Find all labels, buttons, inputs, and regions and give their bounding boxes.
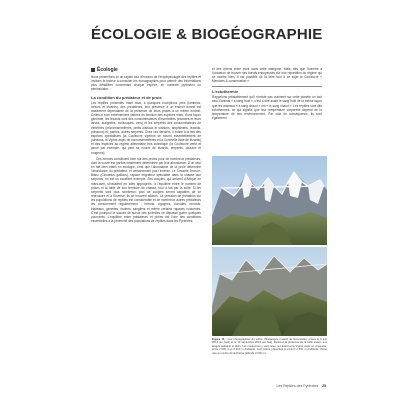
paragraph-thermal: Rappelons préalablement qu'il n'existe pas vraiment sur cette planète un tout seul d'animal « à sang froid », c'est à dire avant le sang froid de la même façon que les animaux « à sang chaud » ont « le sang chaud ». Les reptiles sont dits ectothermes, ce qui signifie que leur température corporelle dépend de la température de leur environnement. Par voie de conséquence, ils sont également (212, 95, 322, 120)
subheading-thermal: L'ectothermie (212, 89, 239, 95)
right-paragraph-top: et des chiens entre avoir dans cette catégorie. Mais, dès que l'homme à l'occasion de trouver des bœufs ennuyeuses sur leur répartition du régime qui se montre bien, il est possible de la faire tout à ce sujet la Couleuvre « Menaces & conservation ». (212, 67, 322, 84)
figure-caption-label: Figure 19 : (212, 338, 227, 341)
right-column (212, 67, 322, 122)
paragraph-prey-2: Ces mêmes constituent bien sûr des proies pour de nombreux prédateurs, dont la survie est parfois totalement déterminée par leur abondance. D'un seul en fait bien établi en écologie, c'est que l'abondance de la proie détermine l'abondance du prédateur, et certainement pas l'inverse. Le Circaète Jean-le-Blanc (Circaetus gallicus), rapace migrateur spécialisé dans la chasse aux serpents, en est un excellent exemple. Ses couples, qui arrivent d'Afrique en mars-avril, s'installent en sites appropriés, à l'équilibre entre le nombre de proies et la taille de son territoire de chasse, tout à fait par la suite. Si les serpents sont plus nombreux, plus de couples seront capables de se reproduire et à l'inverse, ils se trouvent ailleurs. La pression de prédation sur les populations de reptiles est considérable et de nombreux autres prédateurs les consomment régulièrement : hérons, cigognes, corvidés, renards, blaireaux, genettes, fouines, sangliers et même certains rapaces nocturnes. C'est pourquoi le succès de survie des juvéniles ne dépasse guère quelques pourcents. L'équilibre entre prédateurs et proies est l'une des conditions essentielles à la pérennité des populations de reptiles dans les Pyrénées. (91, 156, 201, 223)
footer-running-title: Les Reptiles des Pyrénées (276, 384, 319, 388)
mountain-photos-image (212, 156, 327, 336)
section-title: Écologie (97, 67, 118, 73)
square-bullet-icon (91, 68, 95, 72)
subheading-prey: La condition du prédateur et de proie (91, 94, 162, 100)
page-number: 25 (322, 384, 326, 388)
chapter-title: ÉCOLOGIE & BIOGÉOGRAPHIE (91, 26, 323, 43)
page-footer (276, 384, 326, 388)
paragraph-prey-1: Les reptiles présentés étant tous, à quelques exceptions près (lombrics, tortues et lézards), des prédateurs, leur présence à un endroit donné est totalement dépendante de la présence de leurs proies à ce même endroit. Celles-ci sont extrêmement variées en fonction des espèces mais, d'une façon générale, les lézards sont des consommateurs d'invertébrés (insectes et leurs larves, araignées, mollusques, vers) et les serpents des consommateurs de vertébrés (micromammifères, petits oiseaux et oisillons, amphibiens, lézards, poissons) et, parfois, autres serpents. Chez ces derniers, il existe à la fois des espèces spécialistes (la Couleuvre vipérine se nourrit essentiellement de poissons, la Vipère aspic de micromammifères et la Coronelle lisse de lézards) et des espèces au régime alimentaire très éclectique (la Couleuvre verte et jaune par exemple, qui peut se nourrir de lézards, serpents, oiseaux et rongeurs). (91, 100, 201, 155)
divider (212, 86, 322, 87)
intro-paragraph: Nous présentons ici un rapide tour d'horizon de l'écophysiologie des reptiles et invitons le lecteur à consulter les monographies pour obtenir des informations plus détaillées concernant chaque espèce, en contexte pyrénéen ou péninsulaire. (91, 75, 201, 92)
figure-caption-text: Ces photographies du vallon d'Estaragne (massif du Néouvielle), prises le 9 juin 2014 (en haut) et le 19 septembre 2015 (en bas), illustrent la présence de la belle saison aux étages subalpin et alpin. Les couleuvres y sont rares, le Lézard et la Vipère aspic en revanche, entre 2 000 m et 2 400 m d'altitude, sont même présentes à environ 2 500 m d'altitude, chose rare au centre de la chaîne (altitude 2 000 m). (212, 338, 328, 355)
figure-caption (212, 338, 327, 355)
left-column (91, 67, 201, 325)
section-heading (91, 67, 201, 73)
figure-photographs (212, 156, 327, 336)
